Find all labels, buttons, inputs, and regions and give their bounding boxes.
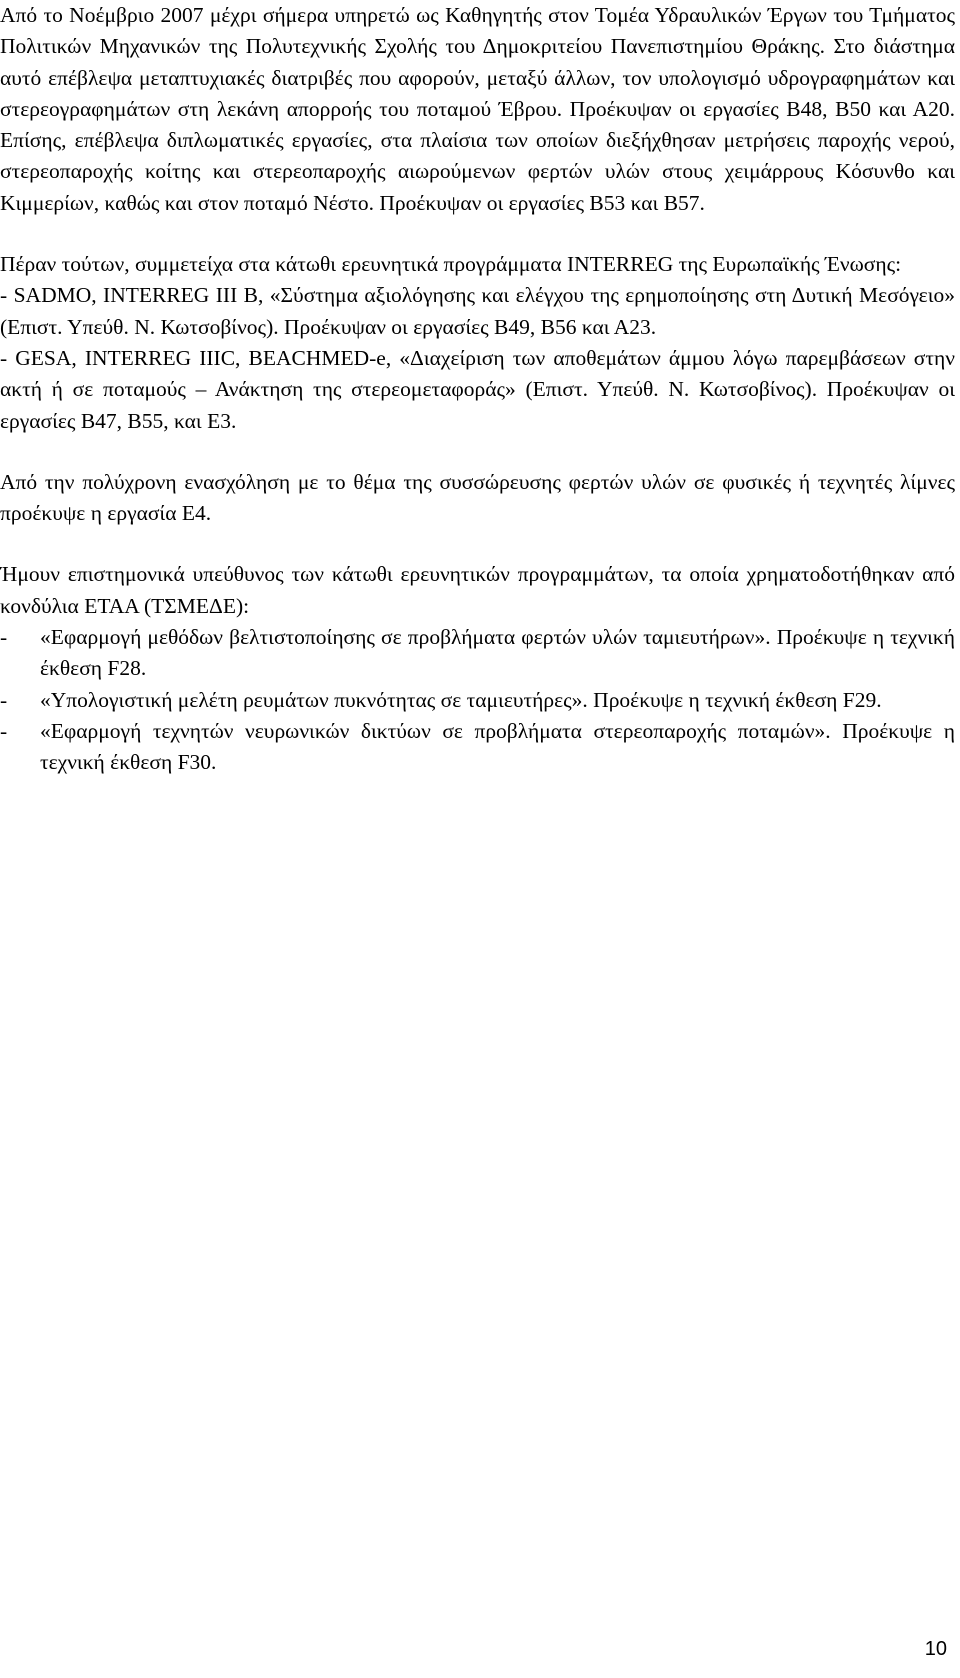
paragraph-spacer: [0, 437, 955, 467]
paragraph-etaa-intro: Ήμουν επιστημονικά υπεύθυνος των κάτωθι ερευνητικών προγραμμάτων, τα οποία χρηματοδοτήθηκαν από κονδύλια ΕΤΑΑ (ΤΣΜΕΔΕ):: [0, 562, 955, 618]
paragraph-interreg-gesa: - GESA, INTERREG IIIC, BEACHMED-e, «Διαχείριση των αποθεμάτων άμμου λόγω παρεμβάσεων στην ακτή ή σε ποταμούς – Ανάκτηση της στερεομεταφοράς» (Επιστ. Υπεύθ. Ν. Κωτσοβίνος). Προέκυψαν οι εργασίες Β47, Β55, και Ε3.: [0, 345, 955, 433]
list-dash: -: [0, 625, 8, 650]
list-dash: -: [0, 718, 8, 743]
list-item: [0, 622, 955, 685]
paragraph-spacer: [0, 529, 955, 559]
list-item: [0, 716, 955, 779]
list-dash: -: [0, 687, 8, 712]
paragraph-interreg-sadmo: - SADMO, INTERREG III B, «Σύστημα αξιολόγησης και ελέγχου της ερημοποίησης στη Δυτική Μεσόγειο» (Επιστ. Υπεύθ. Ν. Κωτσοβίνος). Προέκυψαν οι εργασίες Β49, Β56 και Α23.: [0, 283, 955, 339]
list-item-text: «Εφαρμογή τεχνητών νευρωνικών δικτύων σε προβλήματα στερεοπαροχής ποταμών». Προέκυψε η τεχνική έκθεση F30.: [40, 718, 955, 775]
paragraph-sediment-lakes: Από την πολύχρονη ενασχόληση με το θέμα της συσσώρευσης φερτών υλών σε φυσικές ή τεχνητές λίμνες προέκυψε η εργασία Ε4.: [0, 469, 955, 526]
list-item: [0, 685, 955, 716]
page-body: [0, 0, 955, 779]
paragraph-supervision: Από το Νοέμβριο 2007 μέχρι σήμερα υπηρετώ ως Καθηγητής στον Τομέα Υδραυλικών Έργων του Τμήματος Πολιτικών Μηχανικών της Πολυτεχνικής Σχολής του Δημοκριτείου Πανεπιστημίου Θράκης. Στο διάστημα αυτό επέβλεψα μεταπτυχιακές διατριβές που αφορούν, μεταξύ άλλων, τον υπολογισμό υδρογραφημάτων και στερεογραφημάτων στη λεκάνη απορροής του ποταμού Έβρου. Προέκυψαν οι εργασίες Β48, Β50 και Α20. Επίσης, επέβλεψα διπλωματικές εργασίες, στα πλαίσια των οποίων διεξήχθησαν μετρήσεις παροχής νερού, στερεοπαροχής κοίτης και στερεοπαροχής αιωρούμενων φερτών υλών στους χειμάρρους Κόσυνθο και Κιμμερίων, καθώς και στον ποταμό Νέστο. Προέκυψαν οι εργασίες Β53 και Β57.: [0, 3, 955, 215]
list-item-text: «Εφαρμογή μεθόδων βελτιστοποίησης σε προβλήματα φερτών υλών ταμιευτήρων». Προέκυψε η τεχνική έκθεση F28.: [40, 625, 955, 681]
page-number: 10: [924, 1638, 947, 1660]
list-item-text: «Υπολογιστική μελέτη ρευμάτων πυκνότητας σε ταμιευτήρες». Προέκυψε η τεχνική έκθεση F29.: [40, 687, 882, 712]
paragraph-interreg-intro: Πέραν τούτων, συμμετείχα στα κάτωθι ερευνητικά προγράμματα INTERREG της Ευρωπαϊκής Ένωσης:: [0, 252, 902, 277]
paragraph-spacer: [0, 219, 955, 249]
project-list: [0, 622, 955, 778]
